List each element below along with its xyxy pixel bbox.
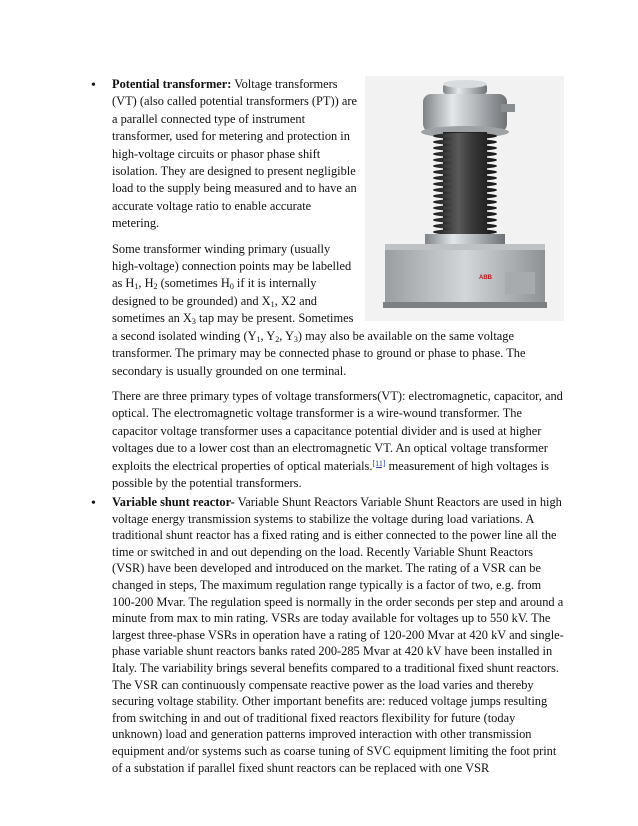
insulator-shed (433, 139, 497, 145)
vsr-body: Variable Shunt Reactors Variable Shunt Reactors are used in high voltage energy transmission systems to stabilize the voltage during load variations. A traditional shunt reactor has a fixed rating and is either connected to the power line all the time or switched in and out depending on the load. Recently Variable Shunt Reactors (VSR) have been developed and introduced on the market. The rating of a VSR can be changed in steps, The maximum regulation range typically is a factor of two, e.g. from 100-200 Mvar. The regulation speed is normally in the order seconds per step and around a minute from max to min rating. VSRs are today available for voltages up to 550 kV. The largest three-phase VSRs in operation have a rating of 120-200 Mvar at 420 kV and single-phase variable shunt reactors banks rated 200-285 Mvar at 420 kV have been installed in Italy. The variability brings several benefits compared to a traditional fixed shunt reactors. The VSR can continuously compensate reactive power as the load varies and thereby securing voltage stability. Other important benefits are: reduced voltage jumps resulting from switching in and out of traditional fixed reactors flexibility for future (today unknown) load and generation patterns improved interaction with other transmission equipment and/or systems such as coarse tuning of SVC equipment limiting the foot print of a substation if parallel fixed shunt reactors can be replaced with one VSR (112, 495, 564, 775)
pt-paragraph-3 (112, 388, 564, 492)
pt-p2-text: , Y (260, 328, 276, 343)
insulator-shed (433, 151, 497, 157)
pt-p2-text: tap may be present. Sometimes a second isolated winding (Y (112, 311, 354, 343)
insulator-shed (433, 223, 497, 229)
bullet-potential-transformer: • (91, 78, 96, 93)
section-potential-transformer (112, 76, 564, 492)
subscript: 0 (229, 282, 234, 292)
pt-p3-text: measurement of high voltages is possible by the potential transformers. (112, 458, 549, 490)
insulator-shed (433, 217, 497, 223)
insulator-shed (433, 211, 497, 217)
insulator-shed (433, 193, 497, 199)
subscript: 2 (275, 334, 280, 344)
subscript: 3 (191, 317, 196, 327)
pt-p3-text: There are three primary types of voltage transformers(VT): electromagnetic, capacitor, and optical. The electromagnetic voltage transformer is a wire-wound transformer. The capacitor voltage transformer uses a capacitance potential divider and is used at higher voltages due to a lower cost than an electromagnetic VT. An optical voltage transformer exploits the electrical properties of optical materials. (112, 388, 563, 473)
pt-p2-text: Some transformer winding primary (usually high-voltage) connection points may be labelled as H (112, 241, 352, 291)
pt-p2-text: ) may also be available on the same voltage transformer. The primary may be connected phase to ground or phase to phase. The secondary is usually grounded on one terminal. (112, 328, 526, 378)
pt-paragraph-1-body: Voltage transformers (VT) (also called potential transformers (PT)) are a parallel connected type of instrument transformer, used for metering and protection in high-voltage circuits or phasor phase shift isolation. They are designed to present negligible load to the supply being measured and to have an accurate voltage ratio to enable accurate metering. (112, 77, 357, 231)
pt-p2-text: if it is internally designed to be grounded) and X (112, 276, 317, 308)
citation-link[interactable]: [11] (372, 458, 386, 468)
insulator-shed (433, 169, 497, 175)
vsr-heading: Variable shunt reactor- (112, 495, 235, 509)
insulator-shed (433, 205, 497, 211)
voltage-transformer-icon (365, 76, 564, 321)
pt-p2-text: , X2 and sometimes an X (112, 293, 317, 326)
pt-p2-text: , Y (279, 328, 294, 343)
pt-p2-text: (sometimes H (157, 276, 230, 291)
insulator-shed (433, 175, 497, 181)
voltage-transformer-photo (365, 76, 564, 321)
vsr-paragraph (112, 494, 564, 776)
insulator-shed (433, 187, 497, 193)
abb-logo: ABB (479, 275, 492, 281)
insulator-shed (433, 145, 497, 151)
section-variable-shunt-reactor (112, 494, 564, 776)
pt-heading: Potential transformer: (112, 77, 232, 91)
subscript: 1 (270, 299, 275, 309)
pt-p2-text: , H (138, 276, 154, 291)
insulator-shed (433, 181, 497, 187)
subscript: 1 (134, 282, 139, 292)
bullet-variable-shunt-reactor: • (91, 496, 96, 511)
subscript: 1 (256, 334, 261, 344)
insulator-shed (433, 157, 497, 163)
insulator-shed (433, 199, 497, 205)
subscript: 2 (153, 282, 158, 292)
subscript: 3 (293, 334, 298, 344)
insulator-shed (433, 133, 497, 139)
insulator-shed (433, 163, 497, 169)
